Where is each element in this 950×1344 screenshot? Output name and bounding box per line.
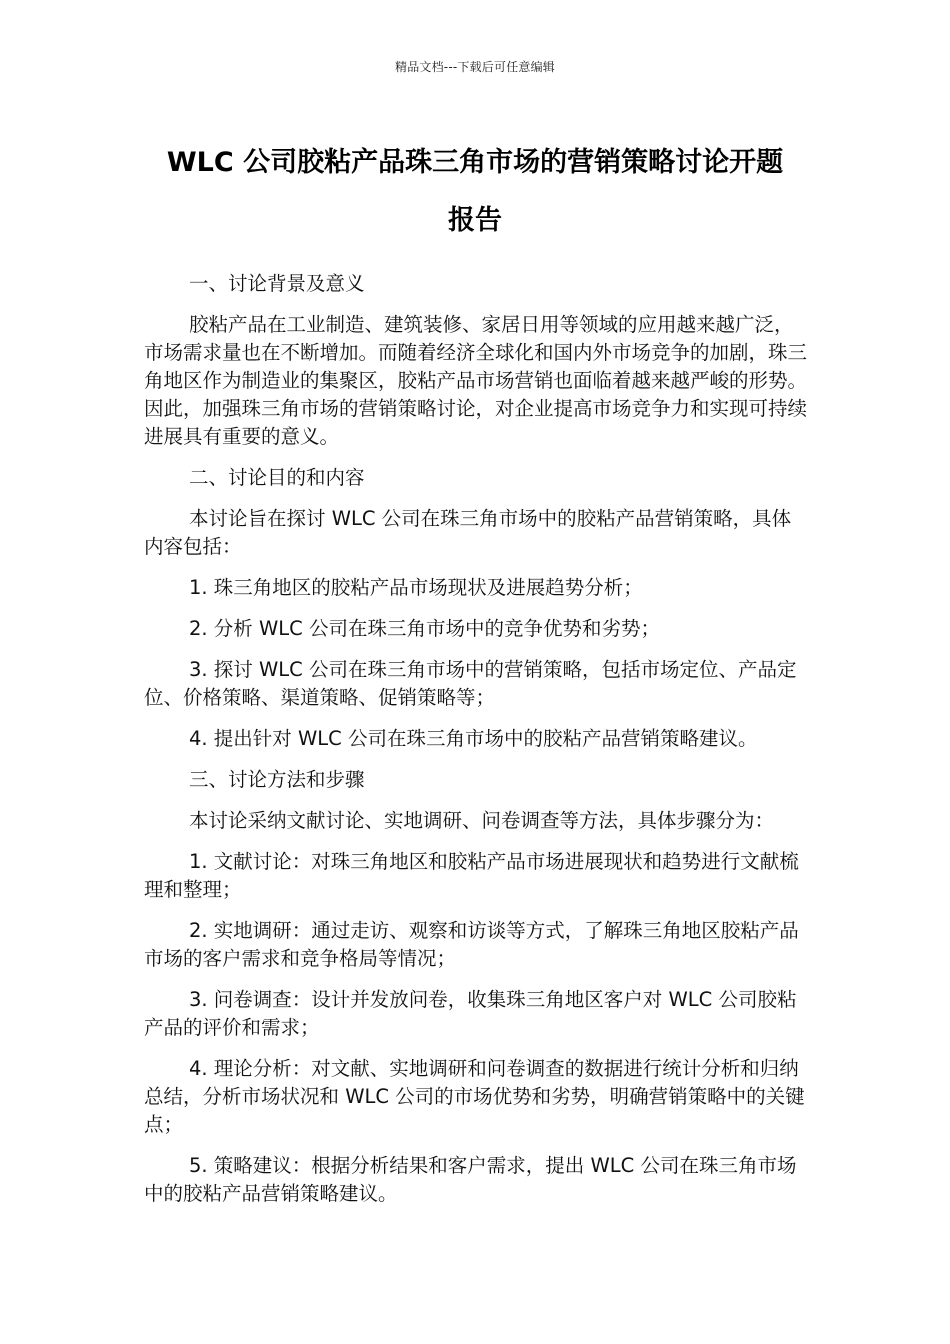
paragraph: 本讨论采纳文献讨论、实地调研、问卷调查等方法，具体步骤分为： [189,809,775,832]
list-item: 1. 珠三角地区的胶粘产品市场现状及进展趋势分析； [189,576,643,599]
list-item: 4. 理论分析：对文献、实地调研和问卷调查的数据进行统计分析和归纳总结，分析市场状况和 WLC 公司的市场优势和劣势，明确营销策略中的关键点； [144,1057,805,1136]
section-heading: 二、讨论目的和内容 [189,466,365,489]
list-item: 2. 实地调研：通过走访、观察和访谈等方式，了解珠三角地区胶粘产品市场的客户需求和竞争格局等情况； [144,919,799,970]
title-line-2: 报告 [448,205,502,236]
section-heading: 一、讨论背景及意义 [189,272,365,295]
title-line-1: WLC 公司胶粘产品珠三角市场的营销策略讨论开题 [166,147,784,178]
document-title [130,134,820,250]
list-item: 5. 策略建议：根据分析结果和客户需求，提出 WLC 公司在珠三角市场中的胶粘产品营销策略建议。 [144,1154,797,1205]
header-note: 精品文档---下载后可任意编辑 [395,60,555,74]
paragraph: 本讨论旨在探讨 WLC 公司在珠三角市场中的胶粘产品营销策略，具体内容包括： [144,507,792,558]
document-body [144,270,808,1221]
list-item: 1. 文献讨论：对珠三角地区和胶粘产品市场进展现状和趋势进行文献梳理和整理； [144,850,799,901]
list-item: 3. 探讨 WLC 公司在珠三角市场中的营销策略，包括市场定位、产品定位、价格策略、渠道策略、促销策略等； [144,658,797,709]
list-item: 4. 提出针对 WLC 公司在珠三角市场中的胶粘产品营销策略建议。 [189,727,758,750]
list-item: 3. 问卷调查：设计并发放问卷，收集珠三角地区客户对 WLC 公司胶粘产品的评价和需求； [144,988,797,1039]
list-item: 2. 分析 WLC 公司在珠三角市场中的竞争优势和劣势； [189,617,660,640]
section-heading: 三、讨论方法和步骤 [189,768,365,791]
paragraph: 胶粘产品在工业制造、建筑装修、家居日用等领域的应用越来越广泛，市场需求量也在不断增加。而随着经济全球化和国内外市场竞争的加剧，珠三角地区作为制造业的集聚区，胶粘产品市场营销也面临着越来越严峻的形势。因此，加强珠三角市场的营销策略讨论，对企业提高市场竞争力和实现可持续进展具有重要的意义。 [144,313,808,448]
